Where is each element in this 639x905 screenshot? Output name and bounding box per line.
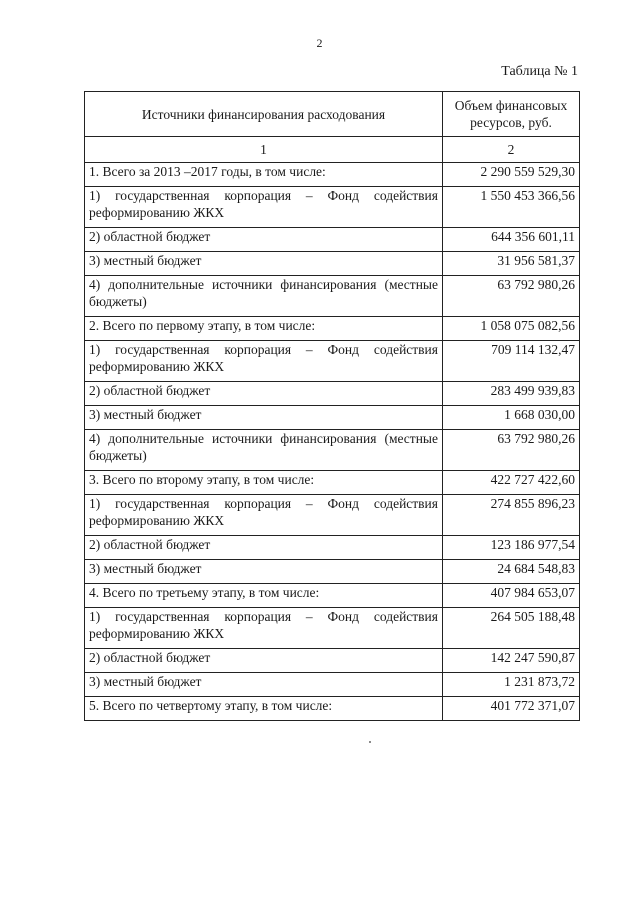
amount-cell: 644 356 601,11 [443,228,580,252]
amount-cell: 422 727 422,60 [443,471,580,495]
amount-cell: 2 290 559 529,30 [443,163,580,187]
scan-speck [369,741,371,743]
source-cell: 3) местный бюджет [85,560,443,584]
table-row [85,649,580,673]
source-cell: 4. Всего по третьему этапу, в том числе: [85,584,443,608]
amount-cell: 24 684 548,83 [443,560,580,584]
amount-cell: 63 792 980,26 [443,430,580,471]
table-row [85,608,580,649]
source-cell: 3) местный бюджет [85,252,443,276]
page-number: 2 [316,36,323,50]
amount-cell: 123 186 977,54 [443,536,580,560]
column-number-2: 2 [443,137,580,163]
table-row [85,276,580,317]
source-cell: 1) государственная корпорация – Фонд содействия реформированию ЖКХ [85,341,443,382]
amount-cell: 63 792 980,26 [443,276,580,317]
amount-cell: 1 668 030,00 [443,406,580,430]
amount-cell: 264 505 188,48 [443,608,580,649]
table-row [85,430,580,471]
header-volume: Объем финансовых ресурсов, руб. [443,92,580,137]
table-row [85,560,580,584]
amount-cell: 1 550 453 366,56 [443,187,580,228]
source-cell: 2) областной бюджет [85,382,443,406]
table-row [85,317,580,341]
source-cell: 3) местный бюджет [85,673,443,697]
table-row [85,187,580,228]
source-cell: 3. Всего по второму этапу, в том числе: [85,471,443,495]
column-number-1: 1 [85,137,443,163]
financing-table [84,91,580,721]
source-cell: 2) областной бюджет [85,536,443,560]
table-row [85,341,580,382]
column-number-row [85,137,580,163]
amount-cell: 407 984 653,07 [443,584,580,608]
source-cell: 1. Всего за 2013 –2017 годы, в том числе: [85,163,443,187]
table-row [85,471,580,495]
table-caption: Таблица № 1 [501,64,578,79]
header-sources: Источники финансирования расходования [85,92,443,137]
source-cell: 2. Всего по первому этапу, в том числе: [85,317,443,341]
source-cell: 1) государственная корпорация – Фонд содействия реформированию ЖКХ [85,495,443,536]
amount-cell: 283 499 939,83 [443,382,580,406]
table-header-row [85,92,580,137]
source-cell: 4) дополнительные источники финансирования (местные бюджеты) [85,430,443,471]
source-cell: 4) дополнительные источники финансирования (местные бюджеты) [85,276,443,317]
table-row [85,163,580,187]
amount-cell: 274 855 896,23 [443,495,580,536]
source-cell: 2) областной бюджет [85,228,443,252]
table-row [85,382,580,406]
source-cell: 3) местный бюджет [85,406,443,430]
source-cell: 2) областной бюджет [85,649,443,673]
table-row [85,584,580,608]
source-cell: 1) государственная корпорация – Фонд содействия реформированию ЖКХ [85,608,443,649]
amount-cell: 1 058 075 082,56 [443,317,580,341]
amount-cell: 142 247 590,87 [443,649,580,673]
table-row [85,228,580,252]
table-row [85,697,580,721]
table-row [85,536,580,560]
amount-cell: 401 772 371,07 [443,697,580,721]
source-cell: 5. Всего по четвертому этапу, в том числе: [85,697,443,721]
table-row [85,495,580,536]
table-row [85,252,580,276]
amount-cell: 709 114 132,47 [443,341,580,382]
table-row [85,406,580,430]
amount-cell: 1 231 873,72 [443,673,580,697]
table-row [85,673,580,697]
amount-cell: 31 956 581,37 [443,252,580,276]
source-cell: 1) государственная корпорация – Фонд содействия реформированию ЖКХ [85,187,443,228]
